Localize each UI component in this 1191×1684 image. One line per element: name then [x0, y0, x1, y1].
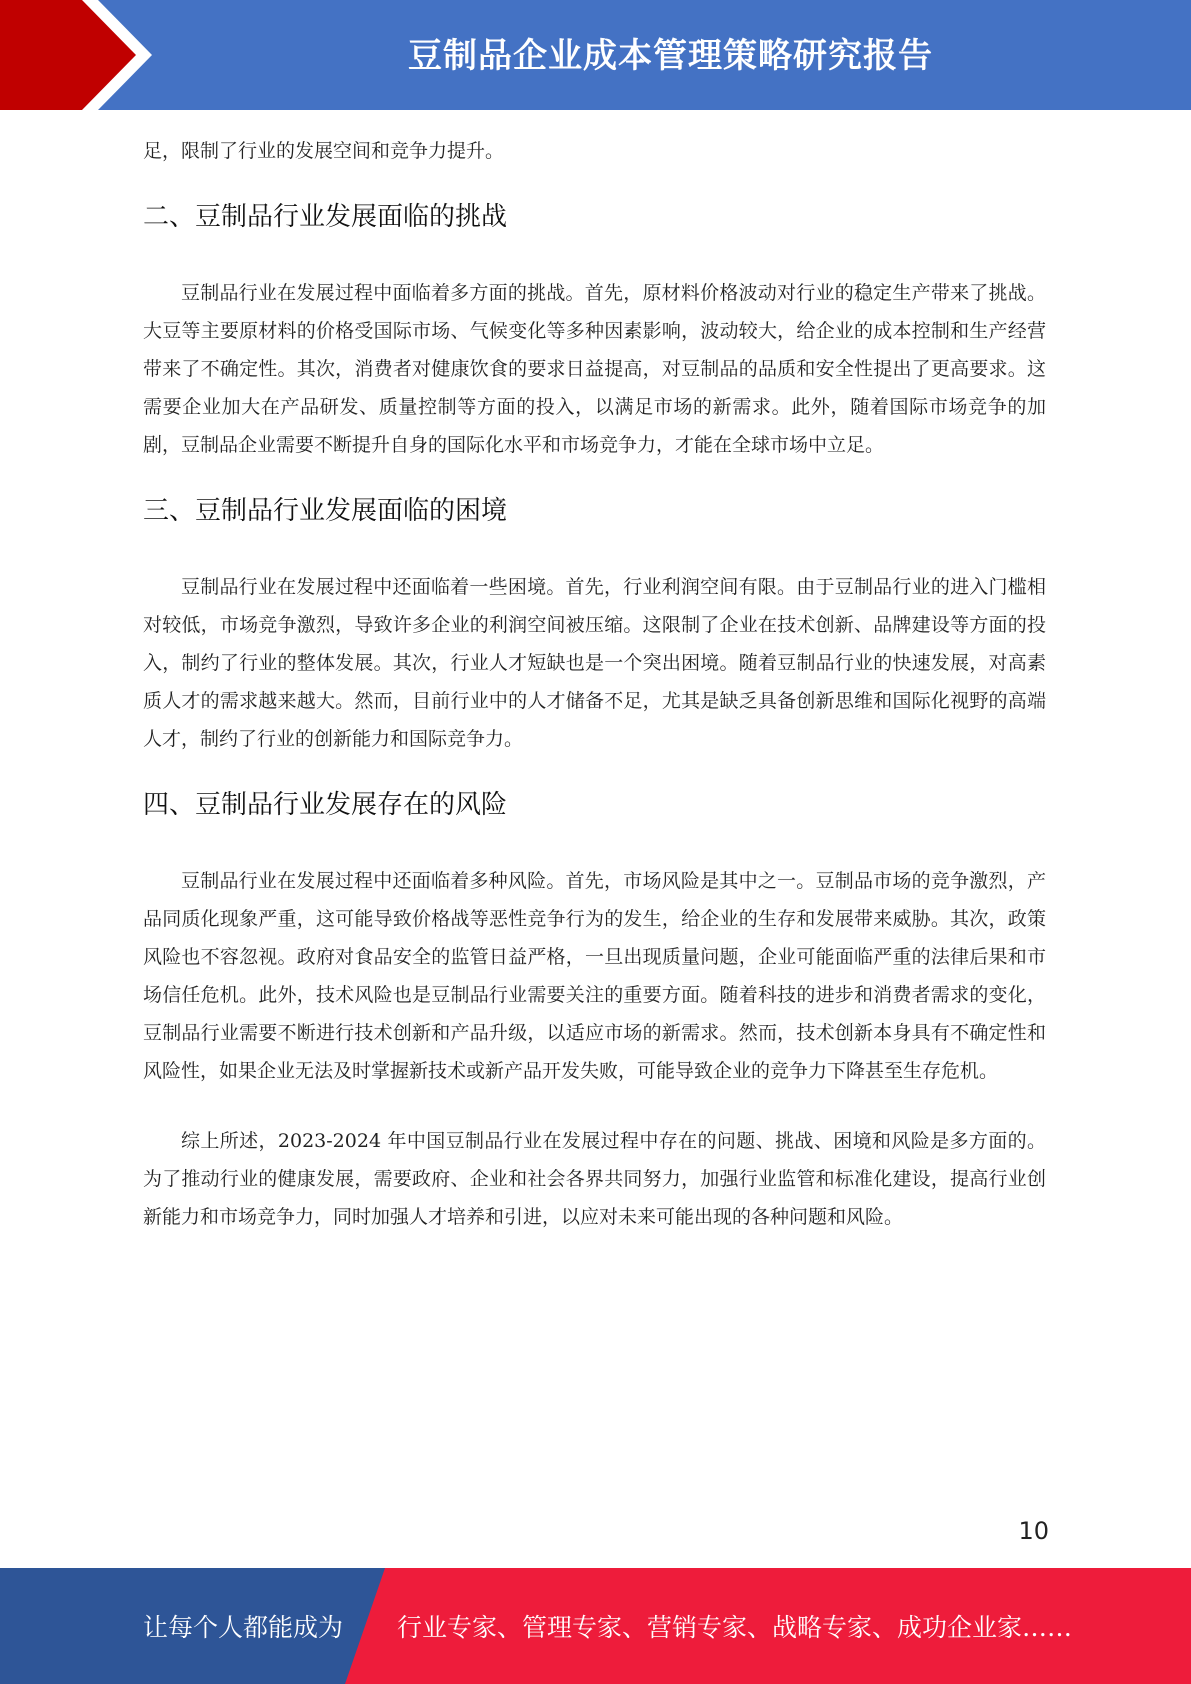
section-body-difficulties: 豆制品行业在发展过程中还面临着一些困境。首先，行业利润空间有限。由于豆制品行业的进入门槛相对较低，市场竞争激烈，导致许多企业的利润空间被压缩。这限制了企业在技术创新、品牌建设等方面的投入，制约了行业的整体发展。其次，行业人才短缺也是一个突出困境。随着豆制品行业的快速发展，对高素质人才的需求越来越大。然而，目前行业中的人才储备不足，尤其是缺乏具备创新思维和国际化视野的高端人才，制约了行业的创新能力和国际竞争力。 [143, 576, 1046, 750]
section-body-risks: 豆制品行业在发展过程中还面临着多种风险。首先，市场风险是其中之一。豆制品市场的竞争激烈，产品同质化现象严重，这可能导致价格战等恶性竞争行为的发生，给企业的生存和发展带来威胁。其次，政策风险也不容忽视。政府对食品安全的监管日益严格，一旦出现质量问题，企业可能面临严重的法律后果和市场信任危机。此外，技术风险也是豆制品行业需要关注的重要方面。随着科技的进步和消费者需求的变化，豆制品行业需要不断进行技术创新和产品升级，以适应市场的新需求。然而，技术创新本身具有不确定性和风险性，如果企业无法及时掌握新技术或新产品开发失败，可能导致企业的竞争力下降甚至生存危机。 [143, 870, 1046, 1082]
section-body-challenges: 豆制品行业在发展过程中面临着多方面的挑战。首先，原材料价格波动对行业的稳定生产带来了挑战。大豆等主要原材料的价格受国际市场、气候变化等多种因素影响，波动较大，给企业的成本控制和生产经营带来了不确定性。其次，消费者对健康饮食的要求日益提高，对豆制品的品质和安全性提出了更高要求。这需要企业加大在产品研发、质量控制等方面的投入，以满足市场的新需求。此外，随着国际市场竞争的加剧，豆制品企业需要不断提升自身的国际化水平和市场竞争力，才能在全球市场中立足。 [143, 282, 1046, 456]
section-heading-risks: 四、豆制品行业发展存在的风险 [143, 790, 508, 820]
section-heading-difficulties: 三、豆制品行业发展面临的困境 [143, 496, 508, 526]
footer-slogan-right: 行业专家、管理专家、营销专家、战略专家、成功企业家…… [397, 1613, 1073, 1642]
page-header [0, 0, 1191, 110]
footer-slogan-left: 让每个人都能成为 [143, 1613, 344, 1642]
summary-paragraph: 综上所述，2023-2024 年中国豆制品行业在发展过程中存在的问题、挑战、困境和风险是多方面的。为了推动行业的健康发展，需要政府、企业和社会各界共同努力，加强行业监管和标准化建设，提高行业创新能力和市场竞争力，同时加强人才培养和引进，以应对未来可能出现的各种问题和风险。 [143, 1130, 1046, 1228]
report-title: 豆制品企业成本管理策略研究报告 [408, 35, 933, 76]
page-number: 10 [1018, 1517, 1049, 1545]
section-heading-challenges: 二、豆制品行业发展面临的挑战 [143, 202, 508, 232]
ribbon-red-fill [0, 0, 136, 110]
intro-continuation-paragraph: 足，限制了行业的发展空间和竞争力提升。 [143, 140, 505, 162]
document-body [143, 132, 1046, 1236]
page-footer [0, 1568, 1191, 1684]
header-ribbon-arrow [0, 0, 160, 110]
